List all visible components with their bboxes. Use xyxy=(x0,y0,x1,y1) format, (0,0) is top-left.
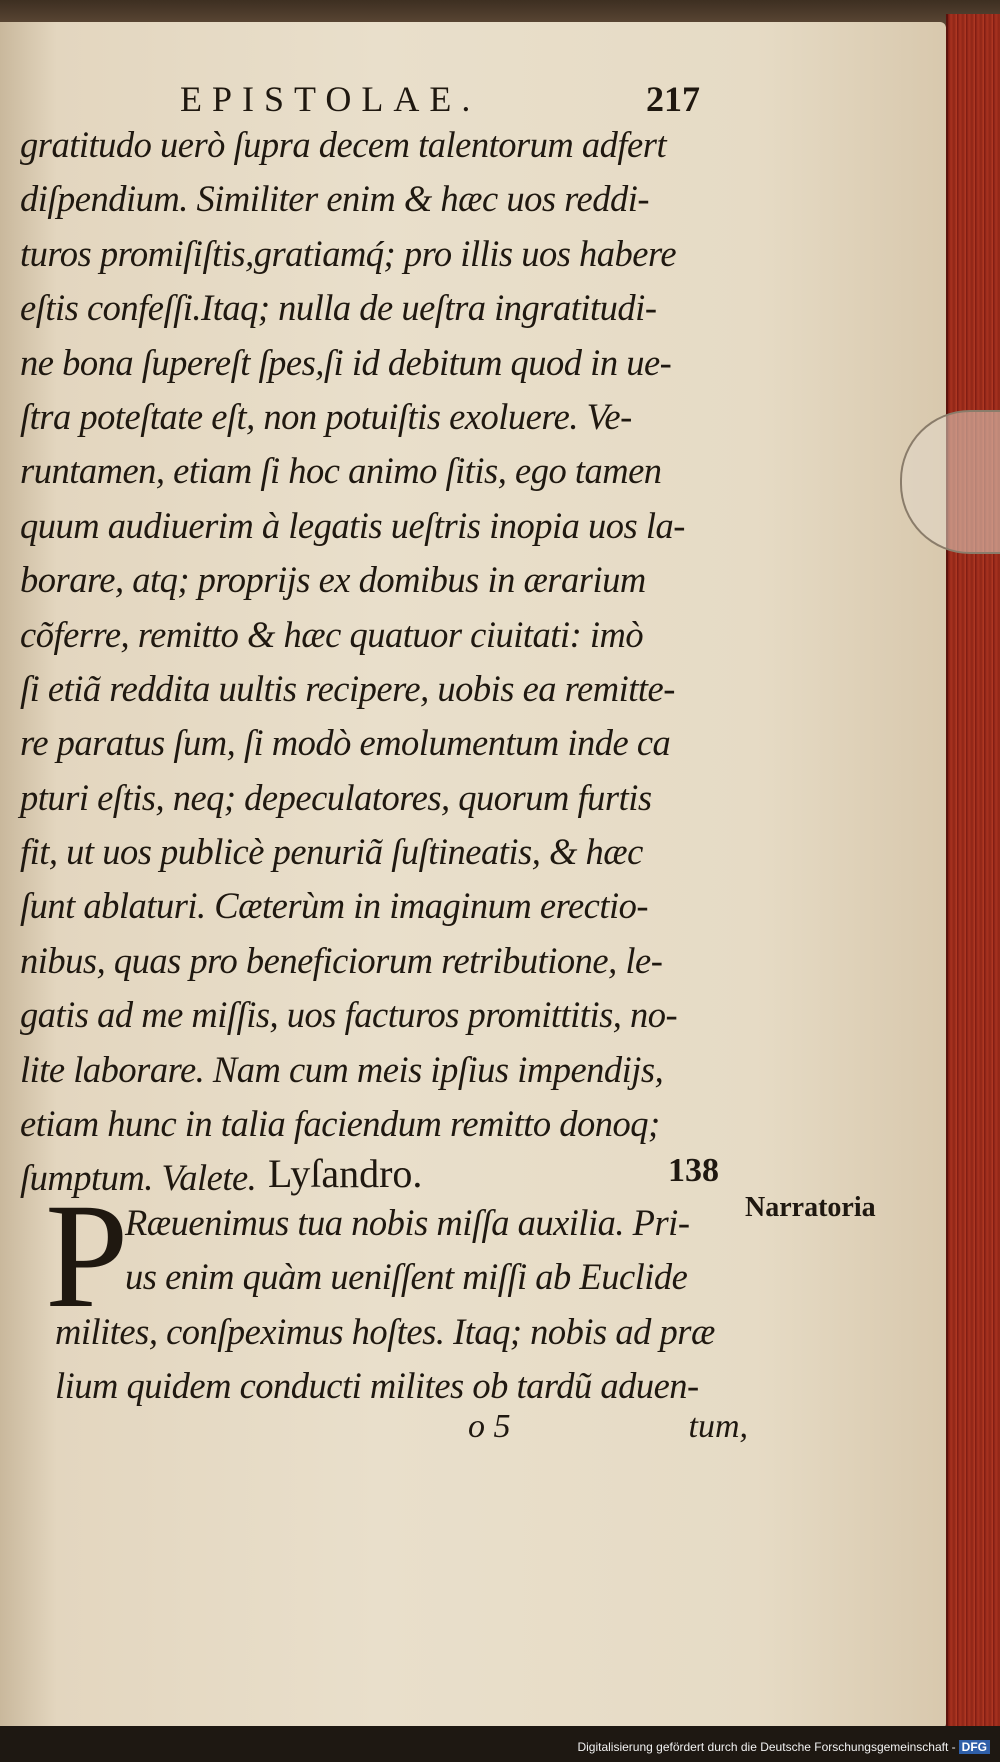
text-line: lite laborare. Nam cum meis ipſius impendijs, xyxy=(20,1048,664,1090)
margin-note: Narratoria xyxy=(745,1192,876,1223)
text-line: gratitudo uerò ſupra decem talentorum adfert xyxy=(20,124,667,165)
text-line: cõferre, remitto & hæc quatuor ciuitati: imò xyxy=(20,613,644,655)
text-line: Ræuenimus tua nobis miſſa auxilia. Pri- xyxy=(125,1202,690,1243)
letter-text xyxy=(55,1196,745,1414)
text-line: gatis ad me miſſis, uos facturos promittitis, no- xyxy=(20,994,678,1036)
text-line: fit, ut uos publicè penuriã ſuſtineatis, & hæc xyxy=(20,831,643,873)
body-text xyxy=(20,118,740,1206)
running-head-title: EPISTOLAE. xyxy=(180,79,481,119)
letter-number: 138 xyxy=(668,1152,719,1189)
drop-cap: P xyxy=(45,1173,129,1339)
digitization-credit xyxy=(577,1740,990,1754)
text-line: runtamen, etiam ſi hoc animo ſitis, ego tamen xyxy=(20,450,662,492)
text-line: eſtis confeſſi.Itaq; nulla de ueſtra ingratitudi- xyxy=(20,287,657,329)
text-line: us enim quàm ueniſſent miſſi ab Euclide xyxy=(125,1256,688,1298)
letter-heading: Lyſandro. xyxy=(268,1151,423,1196)
text-line: nibus, quas pro beneficiorum retributione, le- xyxy=(20,939,663,981)
text-line: diſpendium. Similiter enim & hæc uos reddi- xyxy=(20,178,650,220)
text-line: quum audiuerim à legatis ueſtris inopia uos la- xyxy=(20,504,685,546)
catchword: tum, xyxy=(688,1408,748,1445)
text-line: lium quidem conducti milites ob tardũ aduen- xyxy=(55,1365,699,1407)
text-line: borare, atq; proprijs ex domibus in ærarium xyxy=(20,559,646,601)
credit-text: Digitalisierung gefördert durch die Deutsche Forschungsgemeinschaft - xyxy=(577,1740,956,1754)
text-line: ſi etiã reddita uultis recipere, uobis ea remitte- xyxy=(20,667,675,709)
signature-mark: o 5 xyxy=(468,1408,511,1445)
text-line: re paratus ſum, ſi modò emolumentum inde ca xyxy=(20,722,671,764)
text-line: pturi eſtis, neq; depeculatores, quorum furtis xyxy=(20,776,652,818)
text-line: etiam hunc in talia faciendum remitto donoq; xyxy=(20,1103,660,1145)
text-line: milites, conſpeximus hoſtes. Itaq; nobis ad præ xyxy=(55,1310,715,1352)
page-number: 217 xyxy=(646,79,700,119)
text-line: turos promiſiſtis,gratiamq́; pro illis uos habere xyxy=(20,232,677,274)
running-head xyxy=(180,78,700,118)
text-line: ne bona ſupereſt ſpes,ſi id debitum quod in ue- xyxy=(20,341,672,383)
dfg-logo: DFG xyxy=(959,1740,990,1754)
text-line: ſumptum. Valete. xyxy=(20,1157,257,1199)
signature-line xyxy=(468,1408,748,1452)
text-line: ſtra poteſtate eſt, non potuiſtis exoluere. Ve- xyxy=(20,395,632,437)
text-line: ſunt ablaturi. Cæterùm in imaginum erectio- xyxy=(20,885,649,927)
book-fore-edge xyxy=(946,14,1000,1734)
